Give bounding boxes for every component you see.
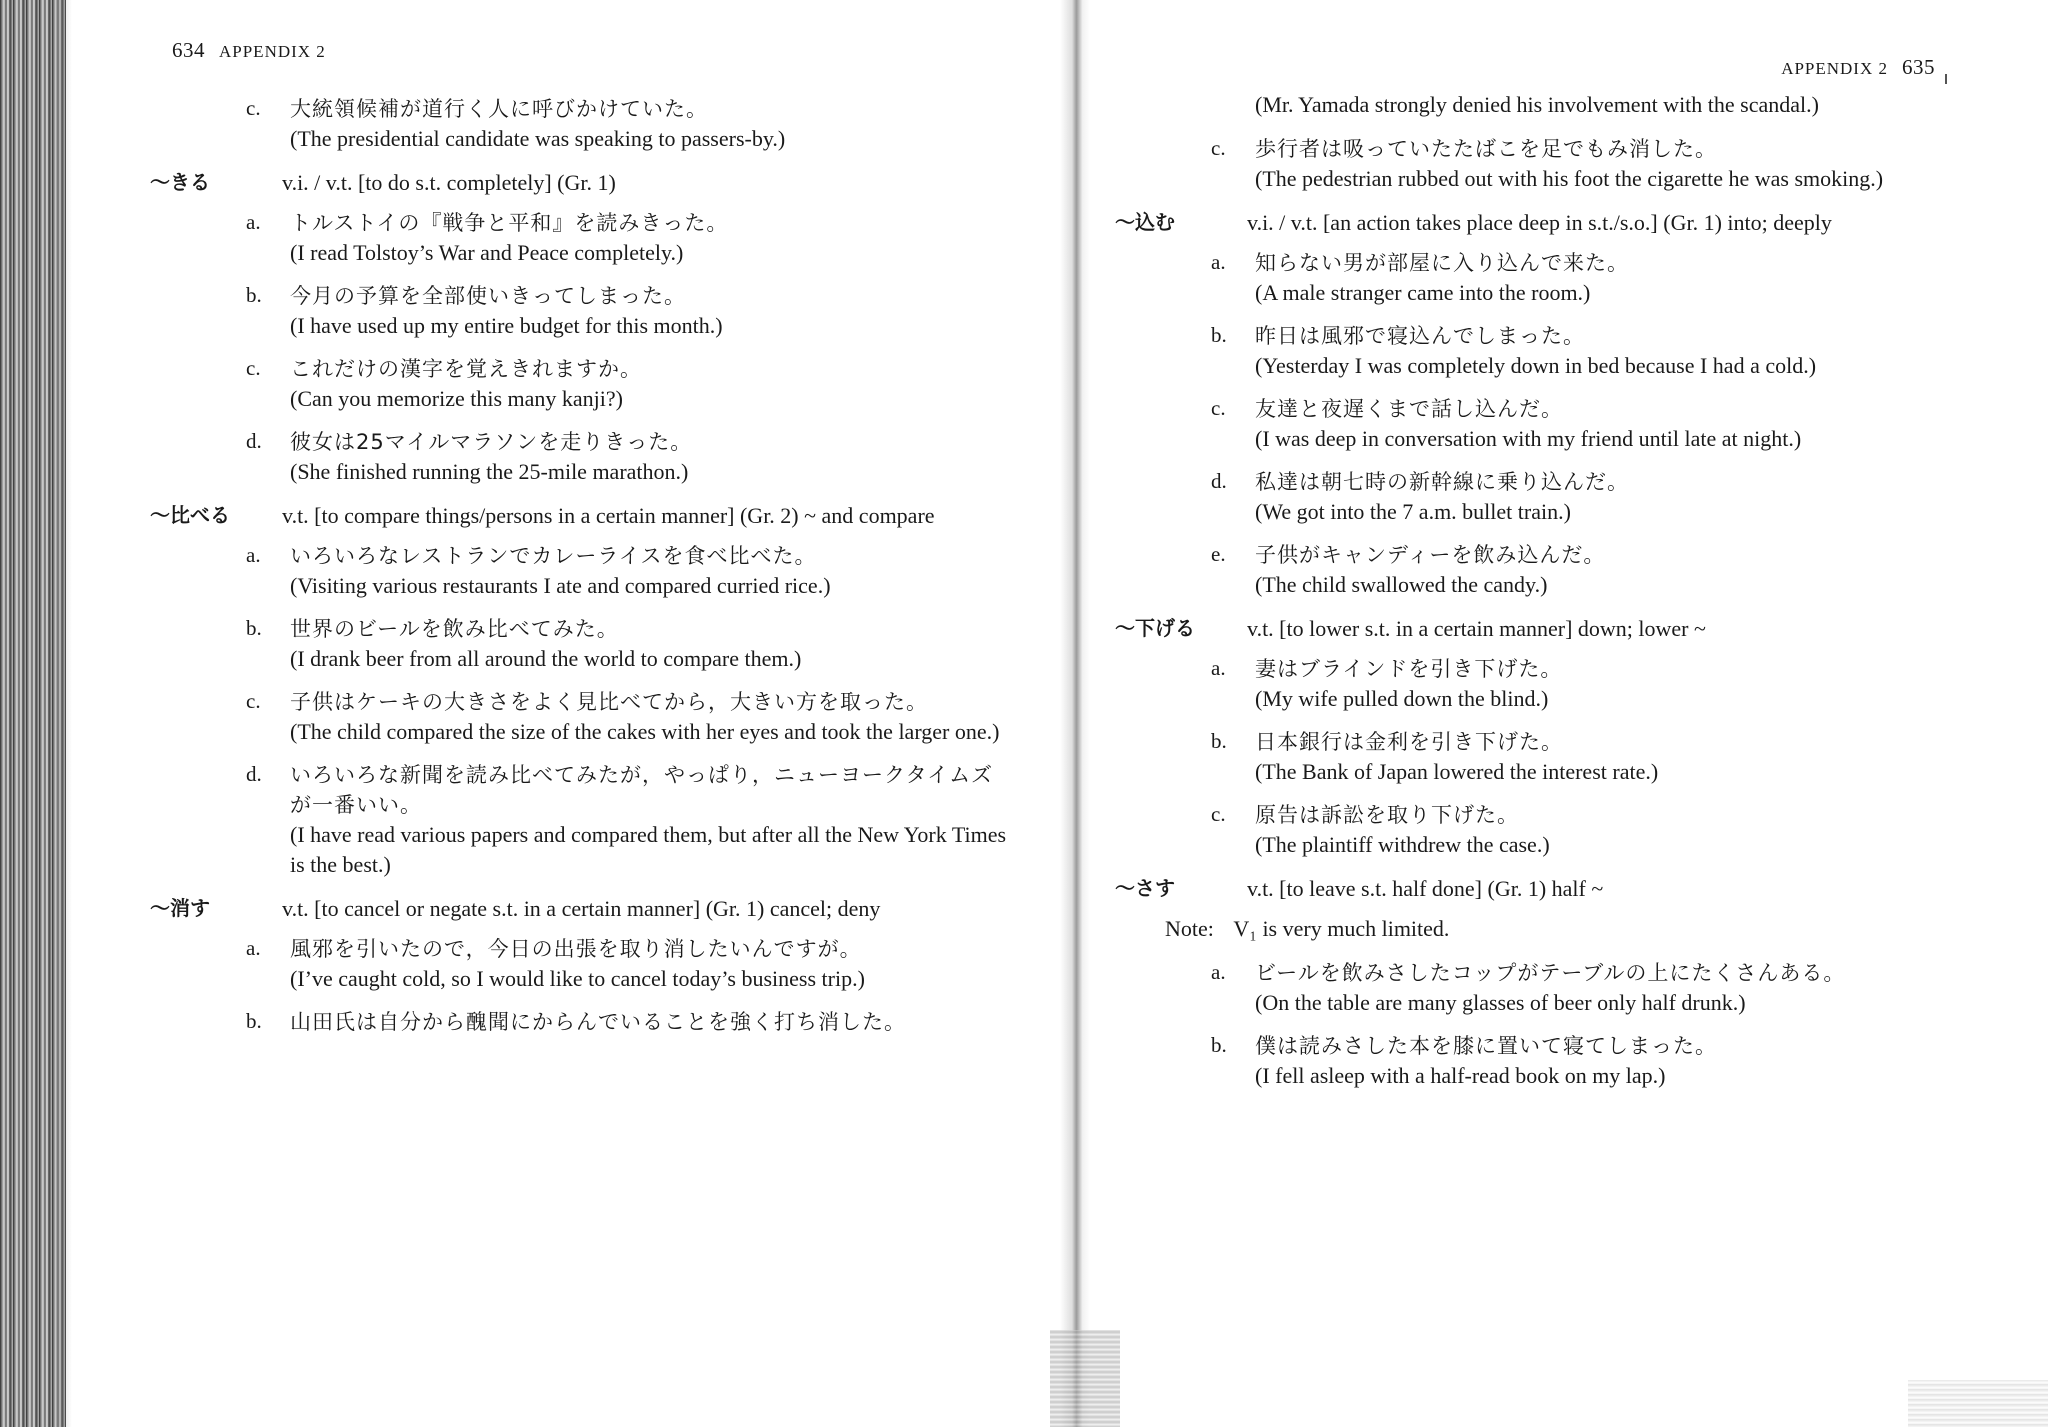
english-translation: (My wife pulled down the blind.) [1255, 686, 1549, 711]
english-translation: (I’ve caught cold, so I would like to cancel today’s business trip.) [290, 966, 865, 991]
example-label: b. [1211, 1033, 1227, 1057]
example-label: a. [1211, 250, 1226, 274]
example-item [150, 541, 1010, 601]
japanese-sentence: 風邪を引いたので，今日の出張を取り消したいんですが。 [290, 937, 862, 961]
left-page-content [150, 92, 1010, 1050]
japanese-sentence: ビールを飲みさしたコップがテーブルの上にたくさんある。 [1255, 961, 1846, 985]
example-label: d. [246, 429, 262, 453]
example-item [150, 934, 1010, 994]
example-label: b. [1211, 729, 1227, 753]
right-page-header [1781, 55, 1935, 80]
english-translation: (The pedestrian rubbed out with his foot the cigarette he was smoking.) [1255, 166, 1884, 191]
japanese-sentence: 日本銀行は金利を引き下げた。 [1255, 730, 1563, 754]
english-translation: (A male stranger came into the room.) [1255, 280, 1591, 305]
example-label: d. [246, 762, 262, 786]
entry-header [1115, 613, 1935, 644]
english-translation: (I drank beer from all around the world to compare them.) [290, 646, 802, 671]
headword: ～きる [150, 170, 210, 194]
japanese-sentence: 昨日は風邪で寝込んでしまった。 [1255, 324, 1585, 348]
entry-kiru [150, 167, 1010, 487]
example-item [150, 687, 1010, 747]
english-translation: (She finished running the 25-mile marathon.) [290, 459, 689, 484]
entry-header [150, 500, 1010, 531]
example-item [1115, 248, 1935, 308]
note-text: V₁ is very much limited. [1233, 916, 1450, 941]
running-title: APPENDIX 2 [1781, 59, 1888, 78]
example-label: c. [246, 689, 261, 713]
english-translation: (I have used up my entire budget for this month.) [290, 313, 723, 338]
example-label: c. [246, 96, 261, 120]
entry-sageru [1115, 613, 1935, 860]
example-item [150, 760, 1010, 880]
left-book-edge [0, 0, 66, 1427]
japanese-sentence: トルストイの『戦争と平和』を読みきった。 [290, 211, 729, 235]
definition: v.t. [to cancel or negate s.t. in a certain manner] (Gr. 1) cancel; deny [282, 896, 881, 921]
japanese-sentence: 子供がキャンディーを飲み込んだ。 [1255, 543, 1606, 567]
margin-mark [1945, 74, 1947, 84]
japanese-sentence: 知らない男が部屋に入り込んで来た。 [1255, 251, 1629, 275]
definition: v.i. / v.t. [to do s.t. completely] (Gr. 1) [282, 170, 616, 195]
japanese-sentence: 今月の予算を全部使いきってしまった。 [290, 284, 686, 308]
example-item [1115, 467, 1935, 527]
page-number: 634 [172, 38, 205, 62]
example-label: a. [246, 936, 261, 960]
example-item [1115, 727, 1935, 787]
japanese-sentence: いろいろな新聞を読み比べてみたが，やっぱり，ニューヨークタイムズが一番いい。 [290, 763, 994, 817]
example-label: c. [1211, 136, 1226, 160]
japanese-sentence: 妻はブラインドを引き下げた。 [1255, 657, 1563, 681]
usage-note [1115, 914, 1935, 944]
example-item [150, 354, 1010, 414]
left-page [150, 0, 1010, 1427]
japanese-sentence: 友達と夜遅くまで話し込んだ。 [1255, 397, 1563, 421]
japanese-sentence: 歩行者は吸っていたたばこを足でもみ消した。 [1255, 137, 1717, 161]
page-number: 635 [1902, 55, 1935, 79]
example-item [150, 208, 1010, 268]
entry-header [1115, 207, 1935, 238]
japanese-sentence: これだけの漢字を覚えきれますか。 [290, 357, 642, 381]
definition: v.t. [to leave s.t. half done] (Gr. 1) half ~ [1247, 876, 1604, 901]
headword: ～さす [1115, 876, 1175, 900]
english-translation: (The presidential candidate was speaking to passers-by.) [290, 126, 786, 151]
entry-header [150, 893, 1010, 924]
example-item [150, 1007, 1010, 1037]
example-item [150, 427, 1010, 487]
example-label: c. [1211, 396, 1226, 420]
entry-sasu [1115, 873, 1935, 1091]
example-label: c. [246, 356, 261, 380]
definition: v.t. [to lower s.t. in a certain manner] down; lower ~ [1247, 616, 1706, 641]
running-title: APPENDIX 2 [219, 42, 326, 61]
japanese-sentence: 僕は読みさした本を膝に置いて寝てしまった。 [1255, 1034, 1717, 1058]
example-label: b. [246, 1009, 262, 1033]
english-translation: (The child swallowed the candy.) [1255, 572, 1548, 597]
example-item [150, 281, 1010, 341]
english-translation: (I read Tolstoy’s War and Peace completely.) [290, 240, 684, 265]
english-translation: (I fell asleep with a half-read book on my lap.) [1255, 1063, 1666, 1088]
english-translation: (Yesterday I was completely down in bed because I had a cold.) [1255, 353, 1817, 378]
japanese-sentence: 彼女は25マイルマラソンを走りきった。 [290, 430, 693, 454]
example-label: c. [1211, 802, 1226, 826]
japanese-sentence: 大統領候補が道行く人に呼びかけていた。 [290, 97, 708, 121]
example-item [1115, 134, 1935, 194]
japanese-sentence: 原告は訴訟を取り下げた。 [1255, 803, 1519, 827]
example-label: b. [1211, 323, 1227, 347]
example-item [1115, 394, 1935, 454]
japanese-sentence: 山田氏は自分から醜聞にからんでいることを強く打ち消した。 [290, 1010, 906, 1034]
headword: ～比べる [150, 503, 230, 527]
headword: ～込む [1115, 210, 1175, 234]
example-item [150, 614, 1010, 674]
example-item [1115, 958, 1935, 1018]
example-label: e. [1211, 542, 1226, 566]
example-label: b. [246, 616, 262, 640]
example-item [150, 94, 1010, 154]
entry-header [1115, 873, 1935, 904]
example-item [1115, 800, 1935, 860]
example-item [1115, 540, 1935, 600]
entry-header [150, 167, 1010, 198]
headword: ～消す [150, 896, 210, 920]
english-translation: (The Bank of Japan lowered the interest rate.) [1255, 759, 1659, 784]
entry-komu [1115, 207, 1935, 600]
continued-translation: (Mr. Yamada strongly denied his involvement with the scandal.) [1255, 92, 1819, 117]
english-translation: (Visiting various restaurants I ate and compared curried rice.) [290, 573, 831, 598]
english-translation: (I have read various papers and compared them, but after all the New York Times is the best.) [290, 822, 1007, 877]
example-label: b. [246, 283, 262, 307]
example-item [1115, 321, 1935, 381]
example-item [1115, 1031, 1935, 1091]
note-label: Note: [1165, 916, 1214, 941]
entry-kuraberu [150, 500, 1010, 880]
english-translation: (The child compared the size of the cakes with her eyes and took the larger one.) [290, 719, 1000, 744]
entry-kesu [150, 893, 1010, 1037]
english-translation: (Can you memorize this many kanji?) [290, 386, 623, 411]
book-gutter [1060, 0, 1090, 1427]
left-page-header [172, 38, 326, 63]
example-label: d. [1211, 469, 1227, 493]
headword: ～下げる [1115, 616, 1195, 640]
example-label: a. [1211, 960, 1226, 984]
example-label: a. [246, 543, 261, 567]
definition: v.i. / v.t. [an action takes place deep in s.t./s.o.] (Gr. 1) into; deeply [1247, 210, 1832, 235]
definition: v.t. [to compare things/persons in a certain manner] (Gr. 2) ~ and compare [282, 503, 935, 528]
japanese-sentence: 世界のビールを飲み比べてみた。 [290, 617, 619, 641]
gutter-shadow [1050, 1330, 1120, 1427]
english-translation: (The plaintiff withdrew the case.) [1255, 832, 1550, 857]
english-translation: (We got into the 7 a.m. bullet train.) [1255, 499, 1571, 524]
right-page-content [1115, 90, 1935, 1104]
japanese-sentence: 私達は朝七時の新幹線に乗り込んだ。 [1255, 470, 1629, 494]
english-translation: (I was deep in conversation with my friend until late at night.) [1255, 426, 1802, 451]
japanese-sentence: 子供はケーキの大きさをよく見比べてから，大きい方を取った。 [290, 690, 928, 714]
example-item [1115, 654, 1935, 714]
right-page [1115, 0, 1935, 1427]
english-translation: (On the table are many glasses of beer only half drunk.) [1255, 990, 1746, 1015]
example-label: a. [246, 210, 261, 234]
japanese-sentence: いろいろなレストランでカレーライスを食べ比べた。 [290, 544, 817, 568]
example-label: a. [1211, 656, 1226, 680]
